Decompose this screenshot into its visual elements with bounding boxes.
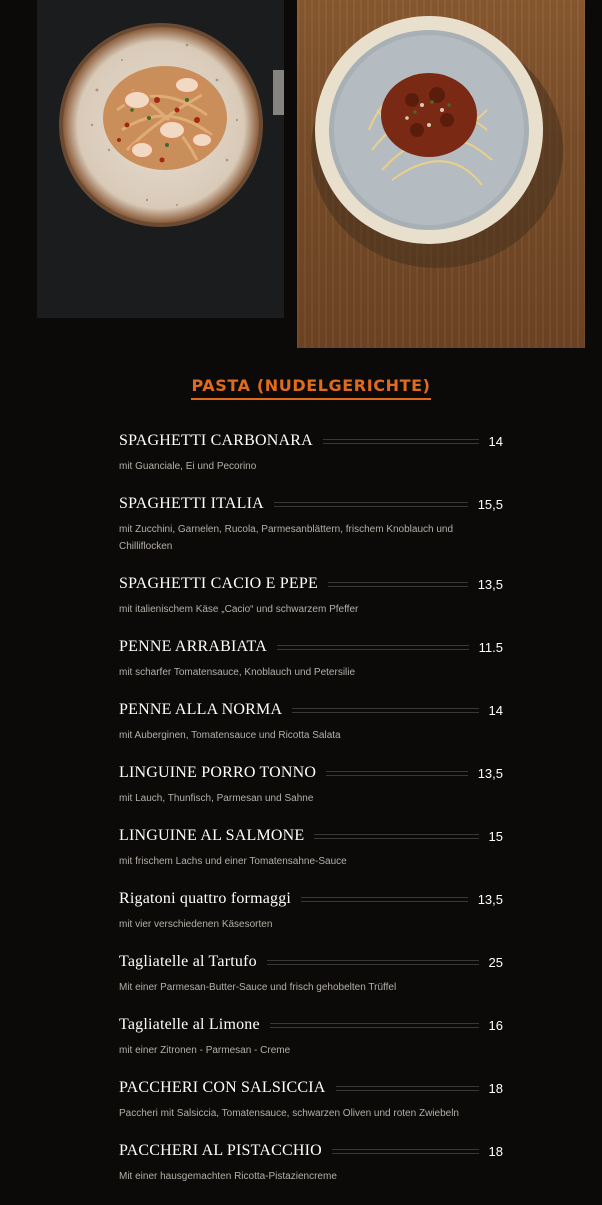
menu-item (119, 701, 503, 764)
item-description: mit Auberginen, Tomatensauce und Ricotta Salata (119, 730, 341, 741)
menu-item (119, 638, 503, 701)
menu-item (119, 827, 503, 890)
item-description: mit einer Zitronen - Parmesan - Creme (119, 1045, 291, 1056)
item-description: mit vier verschiedenen Käsesorten (119, 919, 273, 930)
item-price: 13,5 (477, 765, 503, 781)
item-name: Tagliatelle al Tartufo (119, 953, 257, 970)
item-price: 13,5 (477, 891, 503, 907)
menu-item (119, 575, 503, 638)
dotted-leader (336, 1086, 479, 1091)
dotted-leader (292, 708, 478, 713)
menu-list (119, 432, 503, 1205)
item-price: 15 (488, 828, 503, 844)
dotted-leader (332, 1149, 479, 1154)
menu-item (119, 1079, 503, 1142)
spaghetti-bolognese-photo (297, 0, 585, 348)
dotted-leader (270, 1023, 479, 1028)
item-name: PACCHERI AL PISTACCHIO (119, 1142, 322, 1159)
item-name: LINGUINE PORRO TONNO (119, 764, 317, 781)
menu-item (119, 495, 503, 575)
item-description: Mit einer Parmesan-Butter-Sauce und frisch gehobelten Trüffel (119, 982, 397, 993)
item-price: 16 (488, 1017, 503, 1033)
dotted-leader (301, 897, 468, 902)
item-name: PACCHERI CON SALSICCIA (119, 1079, 326, 1096)
item-name: SPAGHETTI CARBONARA (119, 432, 313, 449)
item-price: 14 (488, 433, 503, 449)
item-description: Paccheri mit Salsiccia, Tomatensauce, schwarzen Oliven und roten Zwiebeln (119, 1108, 459, 1119)
shrimp-pasta-photo (37, 0, 284, 318)
item-name: LINGUINE AL SALMONE (119, 827, 305, 844)
item-price: 11.5 (478, 639, 503, 655)
item-price: 18 (488, 1143, 503, 1159)
item-description: mit italienischem Käse „Cacio“ und schwarzem Pfeffer (119, 604, 359, 615)
item-description: mit Guanciale, Ei und Pecorino (119, 461, 257, 472)
item-price: 25 (488, 954, 503, 970)
menu-item (119, 890, 503, 953)
item-description: Mit einer hausgemachten Ricotta-Pistaziencreme (119, 1171, 337, 1182)
menu-item (119, 1016, 503, 1079)
item-description: mit scharfer Tomatensauce, Knoblauch und Petersilie (119, 667, 356, 678)
menu-item (119, 432, 503, 495)
dotted-leader (274, 502, 468, 507)
item-name: PENNE ARRABIATA (119, 638, 267, 655)
section-heading (0, 376, 602, 400)
dotted-leader (326, 771, 468, 776)
item-name: Tagliatelle al Limone (119, 1016, 260, 1033)
section-title: PASTA (NUDELGERICHTE) (191, 376, 430, 400)
dotted-leader (267, 960, 479, 965)
menu-item (119, 764, 503, 827)
menu-item (119, 1142, 503, 1205)
item-description: mit Lauch, Thunfisch, Parmesan und Sahne (119, 793, 314, 804)
item-description: mit Zucchini, Garnelen, Rucola, Parmesanblättern, frischem Knoblauch und Chilliflocken (119, 524, 454, 552)
item-name: SPAGHETTI CACIO E PEPE (119, 575, 318, 592)
dotted-leader (328, 582, 468, 587)
item-name: Rigatoni quattro formaggi (119, 890, 292, 907)
dotted-leader (323, 439, 479, 444)
item-name: PENNE ALLA NORMA (119, 701, 283, 718)
dotted-leader (314, 834, 478, 839)
item-price: 13,5 (477, 576, 503, 592)
item-name: SPAGHETTI ITALIA (119, 495, 264, 512)
dotted-leader (277, 645, 469, 650)
item-description: mit frischem Lachs und einer Tomatensahne-Sauce (119, 856, 347, 867)
item-price: 14 (488, 702, 503, 718)
item-price: 18 (488, 1080, 503, 1096)
item-price: 15,5 (477, 496, 503, 512)
menu-item (119, 953, 503, 1016)
